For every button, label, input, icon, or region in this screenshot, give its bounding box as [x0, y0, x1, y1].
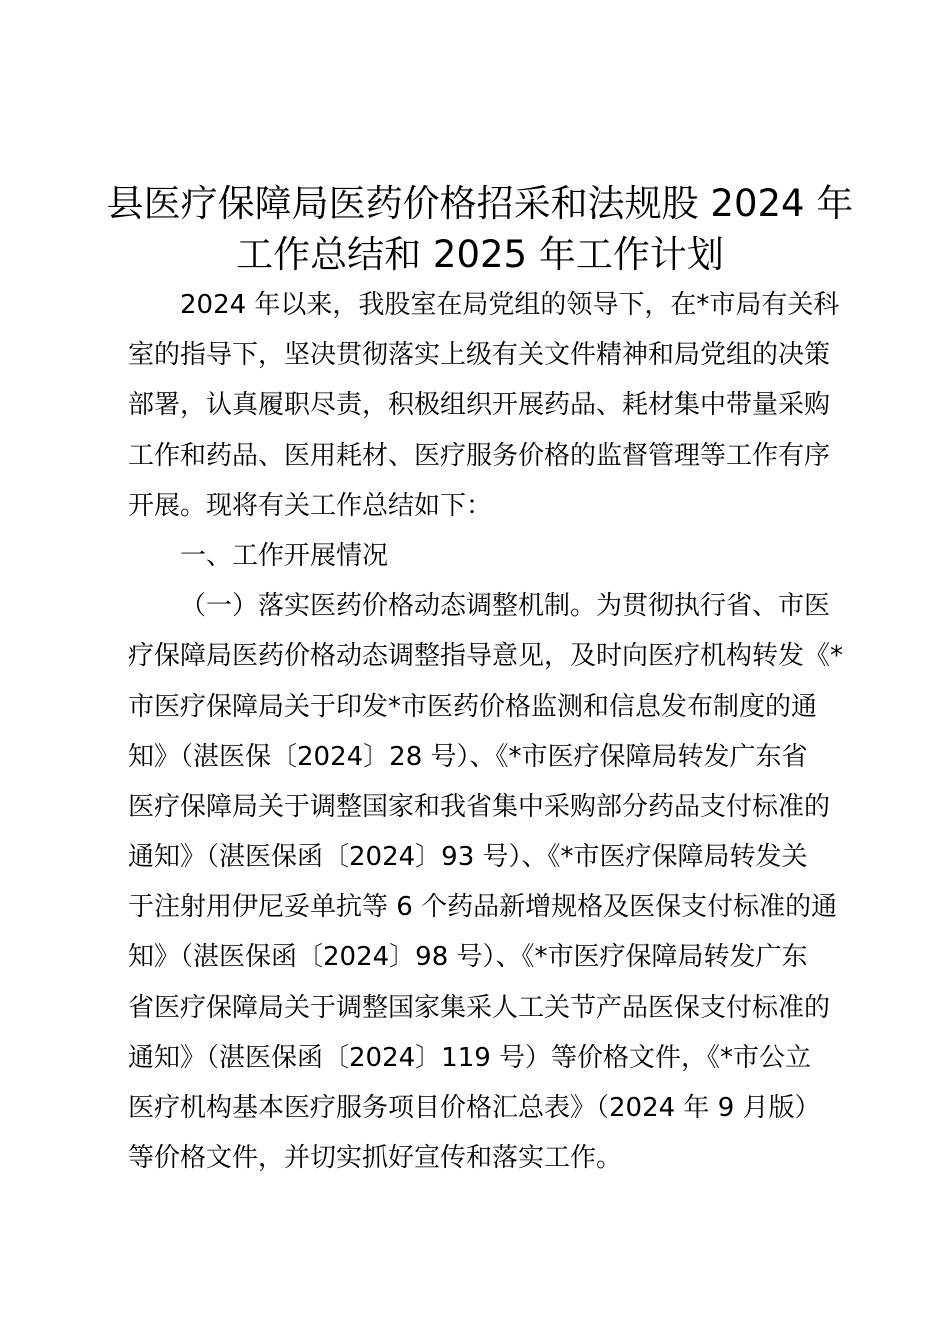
paragraph-line: 等价格文件，并切实抓好宣传和落实工作。 [128, 1143, 623, 1174]
section-heading: 一、工作开展情况 [180, 540, 389, 571]
intro-line: 室的指导下，坚决贯彻落实上级有关文件精神和局党组的决策 [128, 340, 831, 371]
paragraph-line: 知》（湛医保函〔2024〕98 号）、《*市医疗保障局转发广东 [128, 942, 808, 973]
paragraph-line: 于注射用伊尼妥单抗等 6 个药品新增规格及医保支付标准的通 [128, 892, 838, 923]
paragraph-line: 医疗机构基本医疗服务项目价格汇总表》（2024 年 9 月版） [128, 1093, 821, 1123]
intro-line: 2024 年以来，我股室在局党组的领导下，在*市局有关科 [180, 290, 840, 320]
paragraph-line: 市医疗保障局关于印发*市医药价格监测和信息发布制度的通 [128, 691, 818, 722]
paragraph-line: 医疗保障局关于调整国家和我省集中采购部分药品支付标准的 [128, 791, 831, 822]
document-body [128, 280, 848, 1183]
paragraph-line: 通知》（湛医保函〔2024〕119 号）等价格文件，《*市公立 [128, 1042, 812, 1073]
intro-line: 部署，认真履职尽责，积极组织开展药品、耗材集中带量采购 [128, 390, 831, 421]
paragraph-line: 通知》（湛医保函〔2024〕93 号）、《*市医疗保障局转发关 [128, 842, 808, 873]
paragraph-line: 省医疗保障局关于调整国家集采人工关节产品医保支付标准的 [128, 992, 831, 1023]
intro-line: 开展。现将有关工作总结如下： [128, 490, 493, 521]
document-title-line-1: 县医疗保障局医药价格招采和法规股 2024 年 [106, 182, 854, 225]
paragraph-line: 疗保障局医药价格动态调整指导意见，及时向医疗机构转发《* [128, 641, 844, 672]
paragraph-line: 知》（湛医保〔2024〕28 号）、《*市医疗保障局转发广东省 [128, 741, 808, 772]
document-title-line-2: 工作总结和 2025 年工作计划 [236, 233, 724, 276]
paragraph-line: （一）落实医药价格动态调整机制。为贯彻执行省、市医 [180, 591, 831, 622]
intro-line: 工作和药品、医用耗材、医疗服务价格的监督管理等工作有序 [128, 440, 831, 471]
